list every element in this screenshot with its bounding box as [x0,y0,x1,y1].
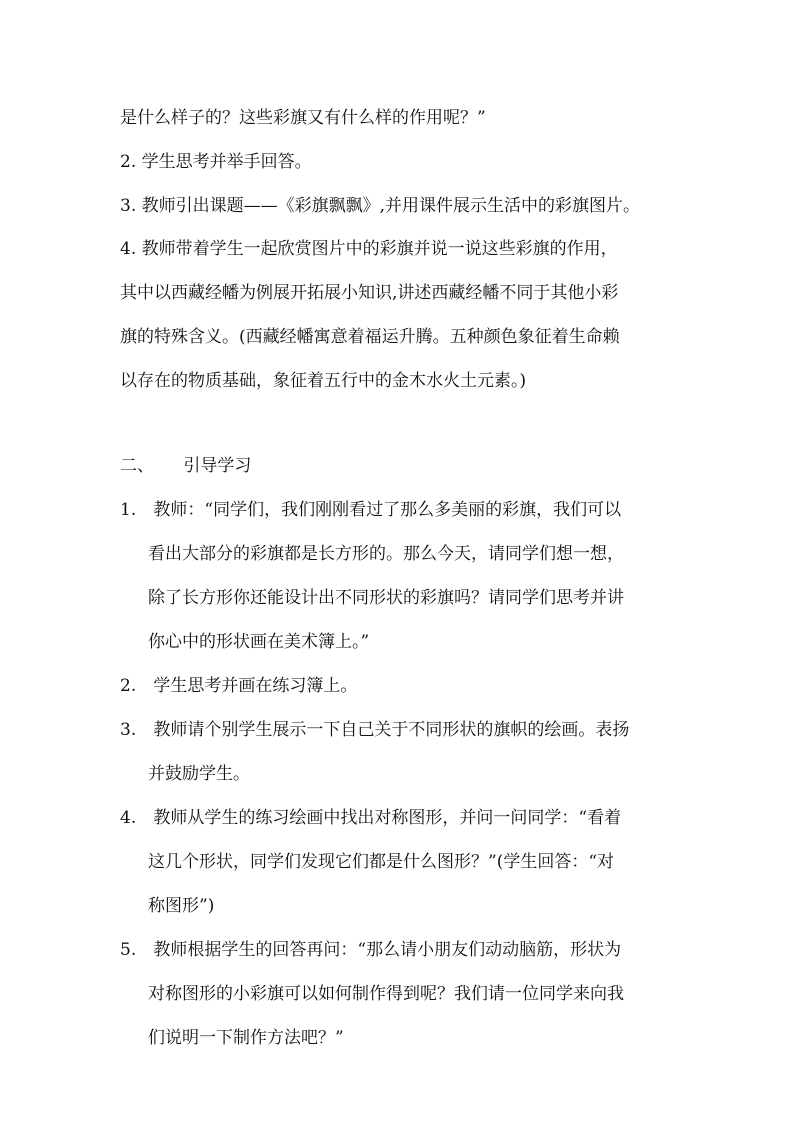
item-number: 3. [120,196,137,216]
item-text: 旗的特殊含义。(西藏经幡寓意着福运升腾。五种颜色象征着生命赖 [120,327,620,347]
section-title: 引导学习 [183,456,252,476]
item-text: 学生思考并画在练习簿上。 [153,676,358,696]
item-text: 并鼓励学生。 [148,764,250,784]
list-item-3 [120,719,629,741]
list-item-5 [120,939,621,961]
item-text: 学生思考并举手回答。 [141,152,312,172]
item-text: 教师从学生的练习绘画中找出对称图形，并问一问同学：“看着 [153,808,622,828]
intro-item-3 [120,195,640,217]
section-number: 二、 [120,456,154,476]
item-number: 4. [120,239,137,259]
list-item-4 [120,807,621,829]
list-item-3-line-2 [148,763,250,785]
list-item-4-line-2 [148,851,614,873]
list-item-1-line-2 [148,543,624,565]
item-text: 称图形”) [148,896,215,916]
item-text: 你心中的形状画在美术簿上。” [148,632,370,652]
item-text: 其中以西藏经幡为例展开拓展小知识,讲述西藏经幡不同于其他小彩 [120,283,619,303]
item-text: 教师引出课题——《彩旗飘飘》,并用课件展示生活中的彩旗图片。 [141,196,641,216]
item-number: 2. [120,152,137,172]
item-text: 教师根据学生的回答再问：“那么请小朋友们动动脑筋，形状为 [153,940,622,960]
item-text: 教师带着学生一起欣赏图片中的彩旗并说一说这些彩旗的作用， [141,239,618,259]
list-item-5-line-3 [148,1027,344,1049]
item-text: 以存在的物质基础，象征着五行中的金木水火土元素。) [120,371,527,391]
list-item-1 [120,499,621,521]
section-heading [120,455,251,477]
item-text: 这几个形状，同学们发现它们都是什么图形？”(学生回答：“对 [148,852,615,872]
intro-item-4-line-3 [120,326,620,348]
list-item-1-line-3 [148,587,624,609]
intro-item-4 [120,238,618,260]
item-text: 看出大部分的彩旗都是长方形的。那么今天，请同学们想一想， [148,544,624,564]
item-text: 们说明一下制作方法吧？” [148,1028,344,1048]
item-text: 对称图形的小彩旗可以如何制作得到呢？我们请一位同学来向我 [148,984,624,1004]
list-item-1-line-4 [148,631,369,653]
item-number: 1. [120,500,137,520]
item-number: 3. [120,720,137,740]
intro-item-4-line-4 [120,370,526,392]
list-item-4-line-3 [148,895,214,917]
item-number: 5. [120,940,137,960]
item-number: 2. [120,676,137,696]
paragraph-text: 是什么样子的？这些彩旗又有什么样的作用呢？” [120,108,486,128]
intro-item-2 [120,151,312,173]
item-text: 教师：“同学们，我们刚刚看过了那么多美丽的彩旗，我们可以 [153,500,622,520]
paragraph-continuation [120,107,486,129]
item-number: 4. [120,808,137,828]
item-text: 教师请个别学生展示一下自己关于不同形状的旗帜的绘画。表扬 [153,720,630,740]
list-item-2 [120,675,357,697]
item-text: 除了长方形你还能设计出不同形状的彩旗吗？请同学们思考并讲 [148,588,624,608]
intro-item-4-line-2 [120,282,618,304]
list-item-5-line-2 [148,983,624,1005]
